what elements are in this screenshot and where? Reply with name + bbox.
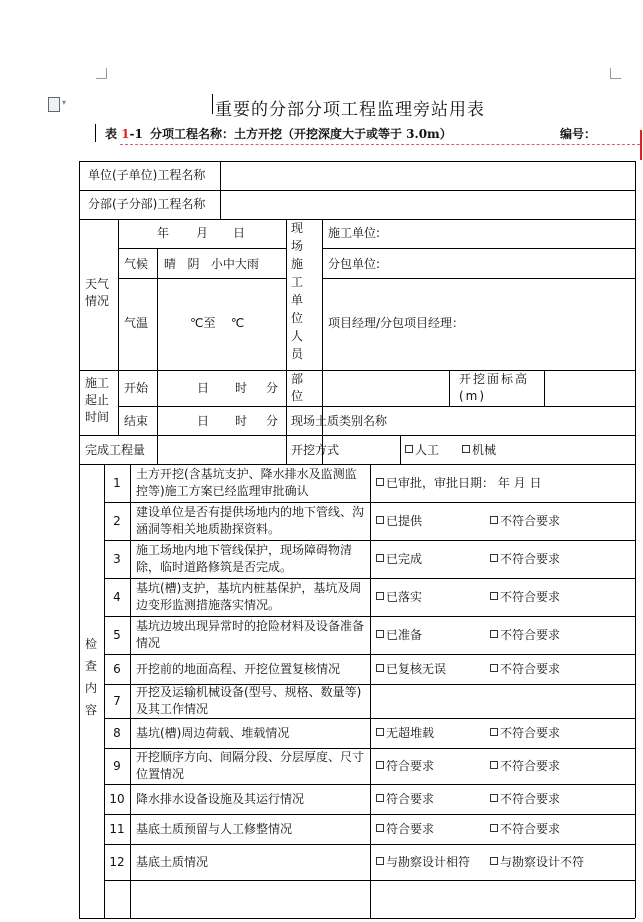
checkbox[interactable] bbox=[490, 824, 498, 832]
table-rule bbox=[449, 370, 450, 406]
option-label: 已提供 bbox=[386, 514, 423, 528]
table-rule bbox=[220, 161, 221, 219]
end-hour: 时 bbox=[235, 414, 248, 428]
item-option[interactable] bbox=[490, 627, 560, 644]
table-rule bbox=[79, 435, 635, 436]
crop-mark-top-left bbox=[96, 68, 107, 79]
option-label: 符合要求 bbox=[386, 792, 435, 806]
item-option[interactable] bbox=[376, 791, 434, 808]
checkbox[interactable] bbox=[490, 630, 498, 638]
machine-text: 机械 bbox=[472, 443, 497, 457]
checkbox[interactable] bbox=[490, 592, 498, 600]
item-option[interactable] bbox=[490, 513, 560, 530]
end-label: 结束 bbox=[124, 414, 149, 428]
checkbox[interactable] bbox=[376, 794, 384, 802]
option-label: 不符合要求 bbox=[500, 628, 561, 642]
date-year: 年 bbox=[157, 226, 170, 240]
item-option[interactable] bbox=[376, 475, 541, 492]
temp-label: 气温 bbox=[124, 316, 149, 330]
table-rule bbox=[79, 190, 635, 191]
option-label: 已复核无误 bbox=[386, 662, 447, 676]
option-label: 不符合要求 bbox=[500, 590, 561, 604]
table-rule bbox=[322, 248, 635, 249]
table-rule bbox=[79, 161, 635, 162]
item-option[interactable] bbox=[376, 513, 422, 530]
option-label: 不符合要求 bbox=[500, 792, 561, 806]
table-rule bbox=[157, 248, 158, 370]
soil-label: 现场土质类别名称 bbox=[291, 414, 388, 428]
time-label: 施工起止时间 bbox=[85, 376, 110, 424]
item-number: 12 bbox=[109, 855, 125, 869]
table-rule bbox=[118, 406, 286, 407]
option-label: 与勘察设计相符 bbox=[386, 855, 471, 869]
table-rule bbox=[286, 219, 287, 464]
table-number bbox=[105, 125, 143, 142]
item-text: 基底土质情况 bbox=[136, 854, 209, 869]
checkbox[interactable] bbox=[490, 516, 498, 524]
item-option[interactable] bbox=[490, 791, 560, 808]
item-option[interactable] bbox=[490, 854, 584, 871]
table-rule bbox=[118, 278, 286, 279]
number-label: 编号： bbox=[560, 127, 597, 141]
item-text: 建设单位是否有提供场地内的地下管线、沟涵洞等相关地质勘探资料。 bbox=[136, 505, 365, 536]
item-text: 基坑边坡出现异常时的抢险材料及设备准备情况 bbox=[136, 619, 365, 650]
checkbox[interactable] bbox=[376, 516, 384, 524]
option-label: 符合要求 bbox=[386, 822, 435, 836]
subcontract-unit-label: 分包单位: bbox=[328, 257, 381, 271]
item-option[interactable] bbox=[376, 725, 434, 742]
item-option[interactable] bbox=[376, 758, 434, 775]
climate-label: 气候 bbox=[124, 257, 149, 271]
item-number: 7 bbox=[113, 694, 121, 708]
item-text: 施工场地内地下管线保护，现场障碍物清除，临时道路修筑是否完成。 bbox=[136, 543, 353, 574]
option-label: 已落实 bbox=[386, 590, 423, 604]
item-number: 10 bbox=[109, 792, 125, 806]
option-label: 不符合要求 bbox=[500, 662, 561, 676]
item-option[interactable] bbox=[376, 821, 434, 838]
subtitle: 分项工程名称：土方开挖（开挖深度大于或等于 3.0m） bbox=[150, 127, 452, 141]
option-label: 不符合要求 bbox=[500, 759, 561, 773]
checkbox[interactable] bbox=[490, 761, 498, 769]
finished-label: 完成工程量 bbox=[85, 443, 146, 457]
manual-option[interactable] bbox=[405, 442, 439, 459]
checkbox[interactable] bbox=[490, 554, 498, 562]
table-number-suffix: -1 bbox=[129, 127, 143, 141]
item-option[interactable] bbox=[376, 627, 422, 644]
checkbox[interactable] bbox=[376, 728, 384, 736]
table-number-prefix: 表 bbox=[105, 127, 122, 141]
checkbox[interactable] bbox=[376, 554, 384, 562]
page-title: 重要的分部分项工程监理旁站用表 bbox=[215, 100, 485, 120]
paragraph-marker bbox=[95, 124, 96, 142]
checkbox[interactable] bbox=[490, 728, 498, 736]
checkbox[interactable] bbox=[376, 824, 384, 832]
item-text: 基底土质预留与人工修整情况 bbox=[136, 821, 293, 836]
item-option[interactable] bbox=[490, 589, 560, 606]
option-label: 无超堆载 bbox=[386, 726, 435, 740]
item-option[interactable] bbox=[376, 661, 446, 678]
checkbox[interactable] bbox=[376, 761, 384, 769]
table-rule bbox=[157, 435, 158, 464]
document-icon[interactable] bbox=[48, 97, 60, 112]
item-number: 6 bbox=[113, 662, 121, 676]
item-option[interactable] bbox=[490, 725, 560, 742]
option-label: 已准备 bbox=[386, 628, 423, 642]
item-number: 1 bbox=[113, 476, 121, 490]
item-number: 4 bbox=[113, 590, 121, 604]
item-number: 5 bbox=[113, 628, 121, 642]
checkbox[interactable] bbox=[490, 794, 498, 802]
item-option[interactable] bbox=[490, 758, 560, 775]
table-rule bbox=[118, 370, 119, 435]
table-rule bbox=[322, 278, 635, 279]
table-rule bbox=[400, 435, 401, 464]
date-month: 月 bbox=[196, 226, 209, 240]
table-rule bbox=[157, 370, 158, 435]
item-number: 3 bbox=[113, 552, 121, 566]
item-text: 开挖顺序方向、间隔分段、分层厚度、尺寸位置情况 bbox=[136, 750, 365, 781]
item-text: 开挖前的地面高程、开挖位置复核情况 bbox=[136, 661, 341, 676]
part-label: 部位 bbox=[291, 372, 304, 403]
table-number-highlight: 1 bbox=[121, 127, 130, 141]
check-label: 检查内容 bbox=[85, 637, 98, 717]
checkbox[interactable] bbox=[490, 857, 498, 865]
weather-label: 天气情况 bbox=[85, 277, 110, 308]
table-rule bbox=[79, 464, 635, 465]
option-label: 不符合要求 bbox=[500, 514, 561, 528]
table-rule bbox=[104, 464, 105, 918]
date-day: 日 bbox=[233, 226, 246, 240]
machine-option[interactable] bbox=[462, 442, 496, 459]
item-number: 11 bbox=[109, 822, 125, 836]
table-rule bbox=[79, 161, 80, 918]
item-text: 开挖及运输机械设备(型号、规格、数量等)及其工作情况 bbox=[136, 685, 362, 716]
item-number: 8 bbox=[113, 726, 121, 740]
project-manager-label: 项目经理/分包项目经理： bbox=[328, 316, 465, 330]
start-minute: 分 bbox=[266, 381, 279, 395]
item-option[interactable] bbox=[490, 551, 560, 568]
end-minute: 分 bbox=[266, 414, 279, 428]
option-label: 已完成 bbox=[386, 552, 423, 566]
item-number: 2 bbox=[113, 514, 121, 528]
item-option[interactable] bbox=[490, 821, 560, 838]
table-rule bbox=[118, 219, 119, 370]
table-rule bbox=[635, 161, 636, 918]
checkbox[interactable] bbox=[376, 630, 384, 638]
item-option[interactable] bbox=[376, 589, 422, 606]
item-text: 降水排水设备设施及其运行情况 bbox=[136, 791, 305, 806]
checkbox[interactable] bbox=[376, 664, 384, 672]
excavation-method-label: 开挖方式 bbox=[291, 443, 340, 457]
construction-unit-label: 施工单位: bbox=[328, 226, 381, 240]
item-text: 基坑(槽)周边荷载、堆载情况 bbox=[136, 725, 290, 740]
table-rule bbox=[370, 464, 371, 918]
chevron-down-icon[interactable]: ▾ bbox=[62, 98, 67, 107]
option-label: 不符合要求 bbox=[500, 822, 561, 836]
item-option[interactable] bbox=[490, 661, 560, 678]
start-hour: 时 bbox=[235, 381, 248, 395]
start-label: 开始 bbox=[124, 381, 149, 395]
table-rule bbox=[79, 918, 635, 919]
option-label: 已审批，审批日期： 年 月 日 bbox=[386, 476, 542, 490]
start-day: 日 bbox=[197, 381, 210, 395]
item-text: 土方开挖(含基坑支护、降水排水及监测监控等)施工方案已经监理审批确认 bbox=[136, 467, 357, 498]
manual-text: 人工 bbox=[415, 443, 440, 457]
option-label: 符合要求 bbox=[386, 759, 435, 773]
text-cursor bbox=[212, 94, 213, 114]
checkbox[interactable] bbox=[376, 592, 384, 600]
climate-values[interactable]: 晴 阴 小中大雨 bbox=[164, 257, 259, 271]
table-rule bbox=[118, 248, 286, 249]
table-rule bbox=[130, 464, 131, 918]
item-option[interactable] bbox=[376, 854, 470, 871]
checkbox[interactable] bbox=[376, 478, 384, 486]
option-label: 与勘察设计不符 bbox=[500, 855, 585, 869]
table-rule bbox=[79, 219, 635, 220]
revision-line bbox=[120, 144, 640, 145]
option-label: 不符合要求 bbox=[500, 726, 561, 740]
crop-mark-top-right bbox=[610, 68, 621, 79]
table-rule bbox=[286, 406, 635, 407]
item-option[interactable] bbox=[376, 551, 422, 568]
item-text: 基坑(槽)支护，基坑内桩基保护，基坑及周边变形监测措施落实情况。 bbox=[136, 581, 362, 612]
unit-project-label: 单位(子单位)工程名称 bbox=[88, 168, 206, 182]
sub-project-label: 分部(子分部)工程名称 bbox=[88, 197, 206, 211]
temp-values[interactable]: ℃至 ℃ bbox=[190, 316, 245, 330]
checkbox[interactable] bbox=[376, 857, 384, 865]
checkbox[interactable] bbox=[490, 664, 498, 672]
site-staff-label: 现场施工单位人员 bbox=[291, 221, 304, 361]
machine-checkbox[interactable] bbox=[462, 445, 470, 453]
table-rule bbox=[544, 370, 545, 406]
end-day: 日 bbox=[197, 414, 210, 428]
item-number: 9 bbox=[113, 759, 121, 773]
table-rule bbox=[79, 370, 635, 371]
elevation-label: 开挖面标高(m) bbox=[459, 372, 530, 403]
manual-checkbox[interactable] bbox=[405, 445, 413, 453]
option-label: 不符合要求 bbox=[500, 552, 561, 566]
revision-bar bbox=[640, 130, 642, 160]
